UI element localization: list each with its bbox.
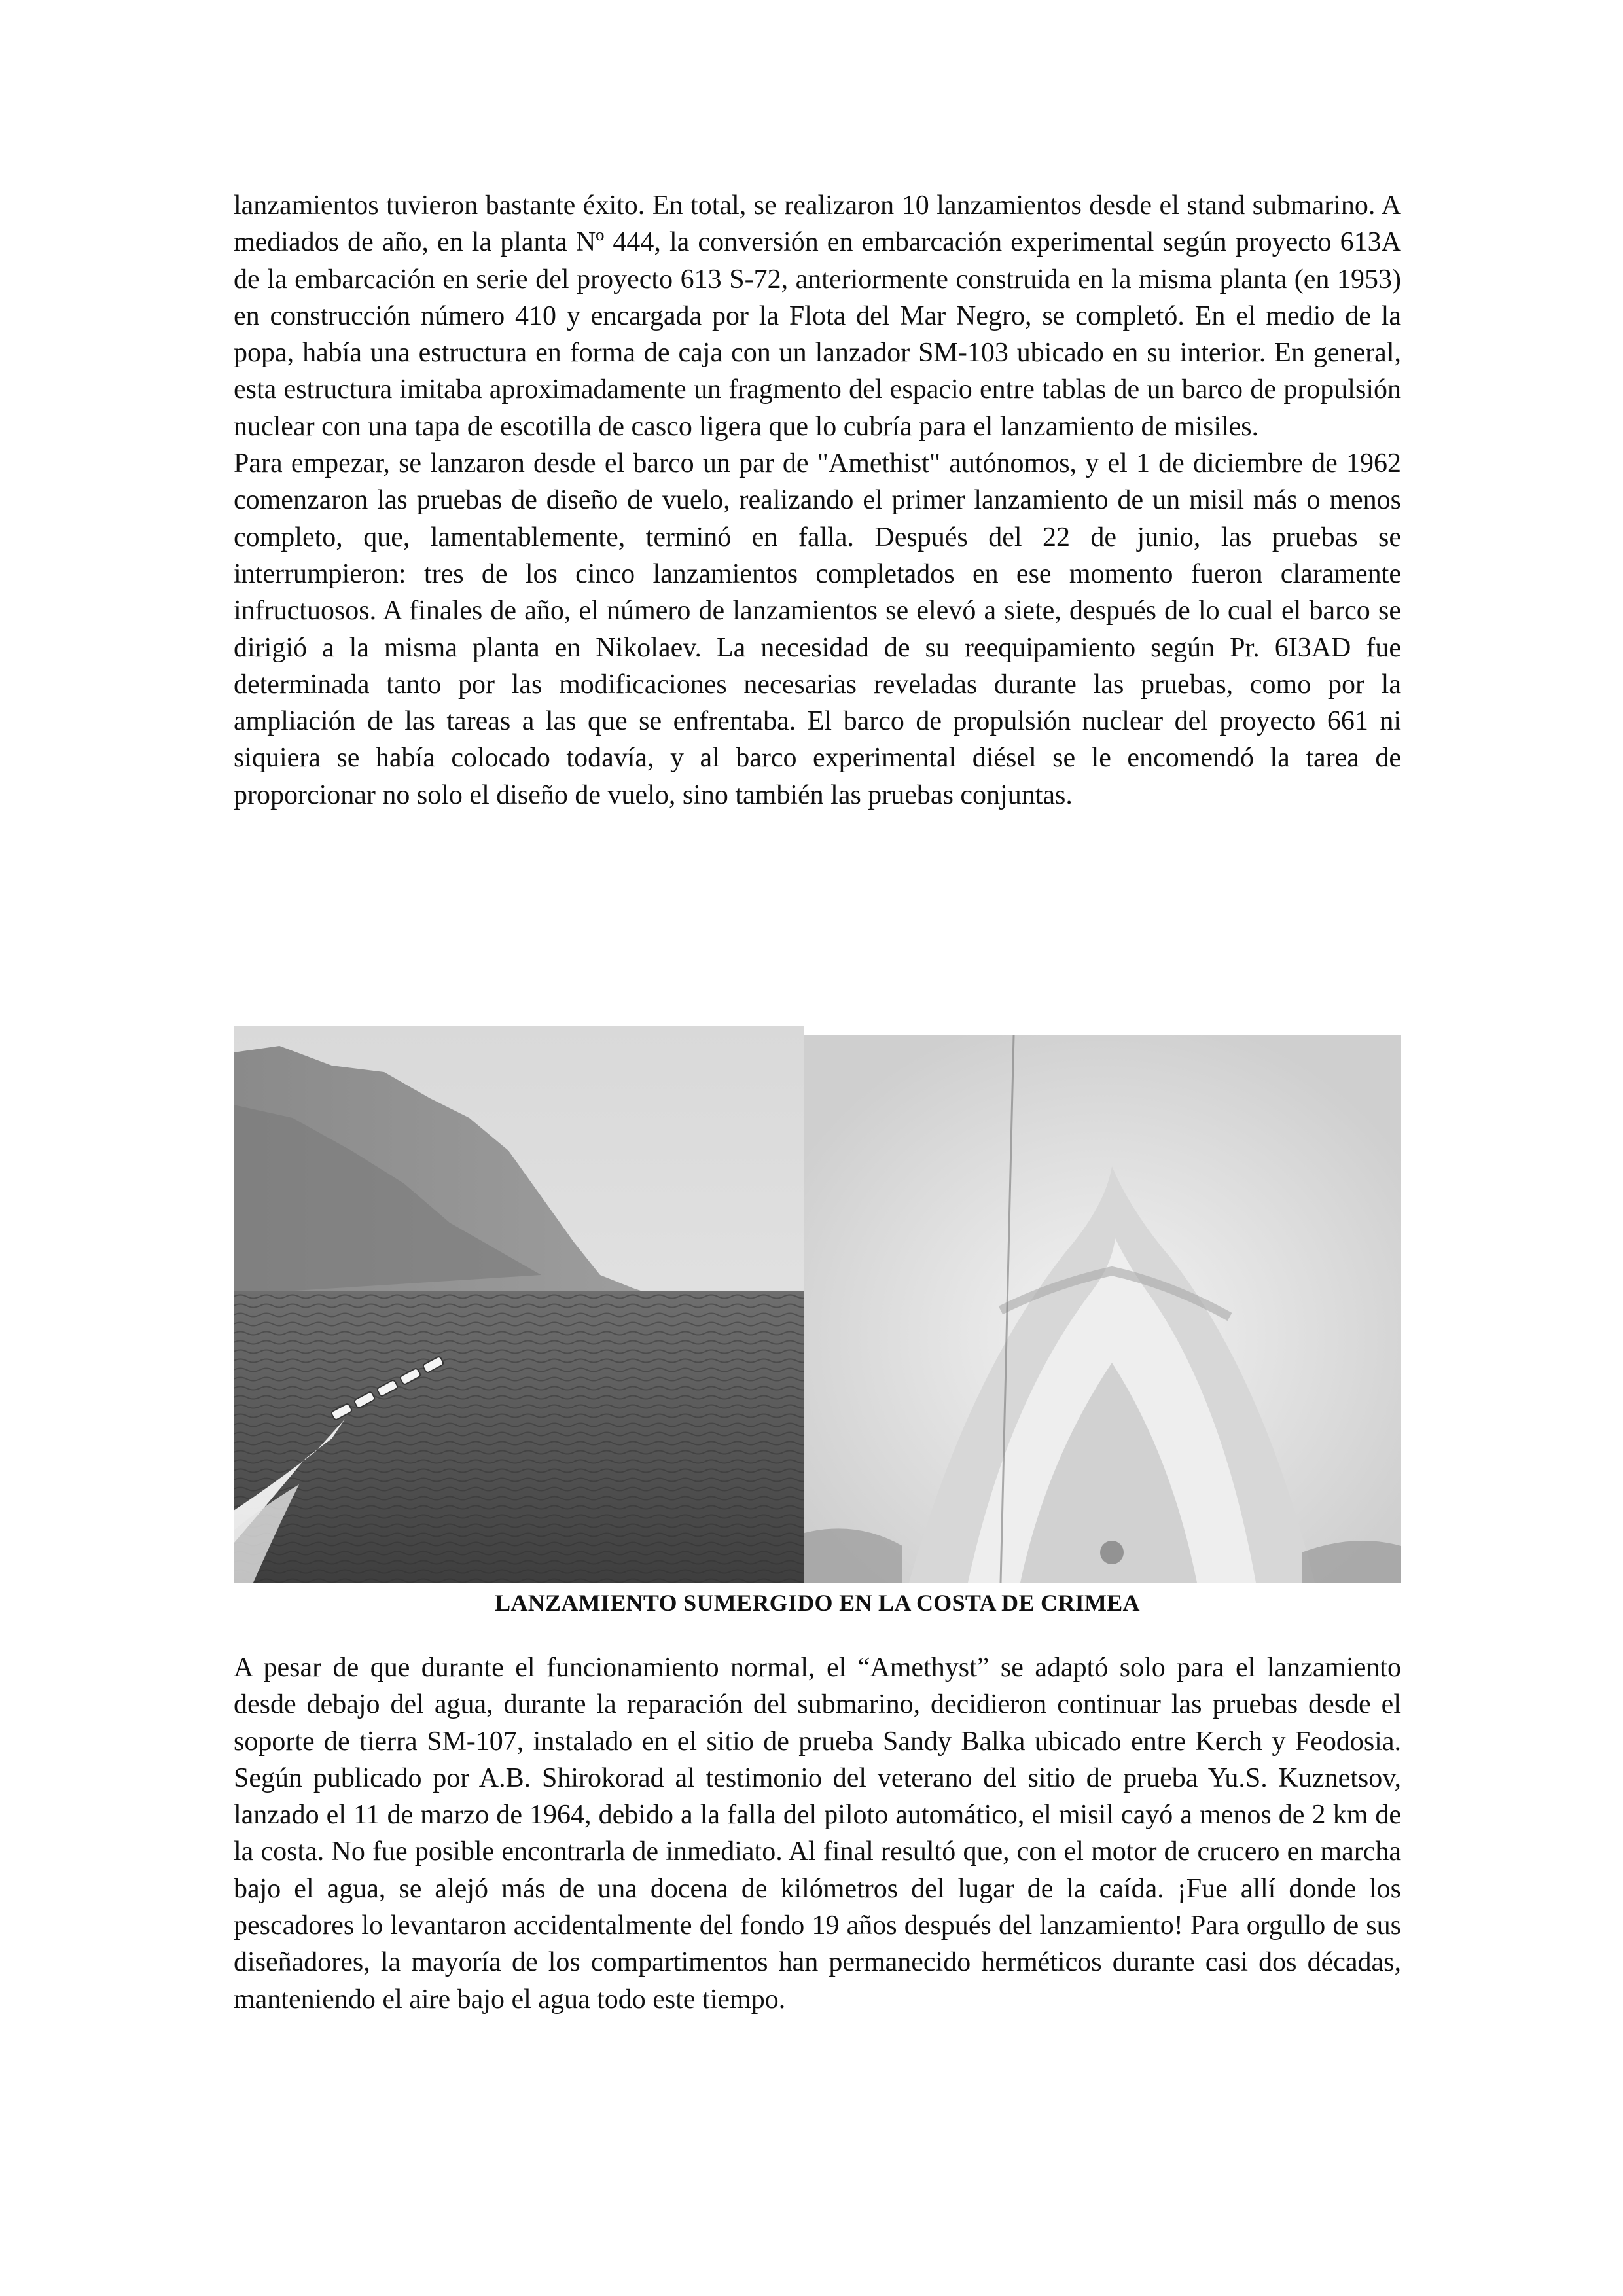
text-block-bottom	[234, 1649, 1401, 2018]
text-block-top	[234, 187, 1401, 814]
figure-caption: LANZAMIENTO SUMERGIDO EN LA COSTA DE CRIMEA	[495, 1590, 1140, 1616]
photo-missile-launch-cliff	[234, 1026, 804, 1583]
paragraph: Para empezar, se lanzaron desde el barco un par de "Amethist" autónomos, y el 1 de diciembre de 1962 comenzaron las pruebas de diseño de vuelo, realizando el primer lanzamiento de un misil más o menos completo, que, lamentablemente, terminó en falla. Después del 22 de junio, las pruebas se interrumpieron: tres de los cinco lanzamientos completados en ese momento fueron claramente infructuosos. A finales de año, el número de lanzamientos se elevó a siete, después de lo cual el barco se dirigió a la misma planta en Nikolaev. La necesidad de su reequipamiento según Pr. 6I3AD fue determinada tanto por las modificaciones necesarias reveladas durante las pruebas, como por la ampliación de las tareas a las que se enfrentaba. El barco de propulsión nuclear del proyecto 661 ni siquiera se había colocado todavía, y al barco experimental diésel se le encomendó la tarea de proporcionar no solo el diseño de vuelo, sino también las pruebas conjuntas.	[234, 448, 1401, 810]
paragraph: A pesar de que durante el funcionamiento normal, el “Amethyst” se adaptó solo para el lanzamiento desde debajo del agua, durante la reparación del submarino, decidieron continuar las pruebas desde el soporte de tierra SM-107, instalado en el sitio de prueba Sandy Balka ubicado entre Kerch y Feodosia. Según publicado por A.B. Shirokorad al testimonio del veterano del sitio de prueba Yu.S. Kuznetsov, lanzado el 11 de marzo de 1964, debido a la falla del piloto automático, el misil cayó a menos de 2 km de la costa. No fue posible encontrarla de inmediato. Al final resultó que, con el motor de crucero en marcha bajo el agua, se alejó más de una docena de kilómetros del lugar de la caída. ¡Fue allí donde los pescadores lo levantaron accidentalmente del fondo 19 años después del lanzamiento! Para orgullo de sus diseñadores, la mayoría de los compartimentos han permanecido herméticos durante casi dos décadas, manteniendo el aire bajo el agua todo este tiempo.	[234, 1653, 1401, 2015]
paragraph: lanzamientos tuvieron bastante éxito. En total, se realizaron 10 lanzamientos desde el stand submarino. A mediados de año, en la planta Nº 444, la conversión en embarcación experimental según proyecto 613A de la embarcación en serie del proyecto 613 S-72, anteriormente construida en la misma planta (en 1953) en construcción número 410 y encargada por la Flota del Mar Negro, se completó. En el medio de la popa, había una estructura en forma de caja con un lanzador SM-103 ubicado en su interior. En general, esta estructura imitaba aproximadamente un fragmento del espacio entre tablas de un barco de propulsión nuclear con una tapa de escotilla de casco ligera que lo cubría para el lanzamiento de misiles.	[234, 190, 1401, 442]
figure-launch-photos	[234, 1026, 1401, 1583]
photo-missile-underwater-view	[804, 1035, 1401, 1583]
